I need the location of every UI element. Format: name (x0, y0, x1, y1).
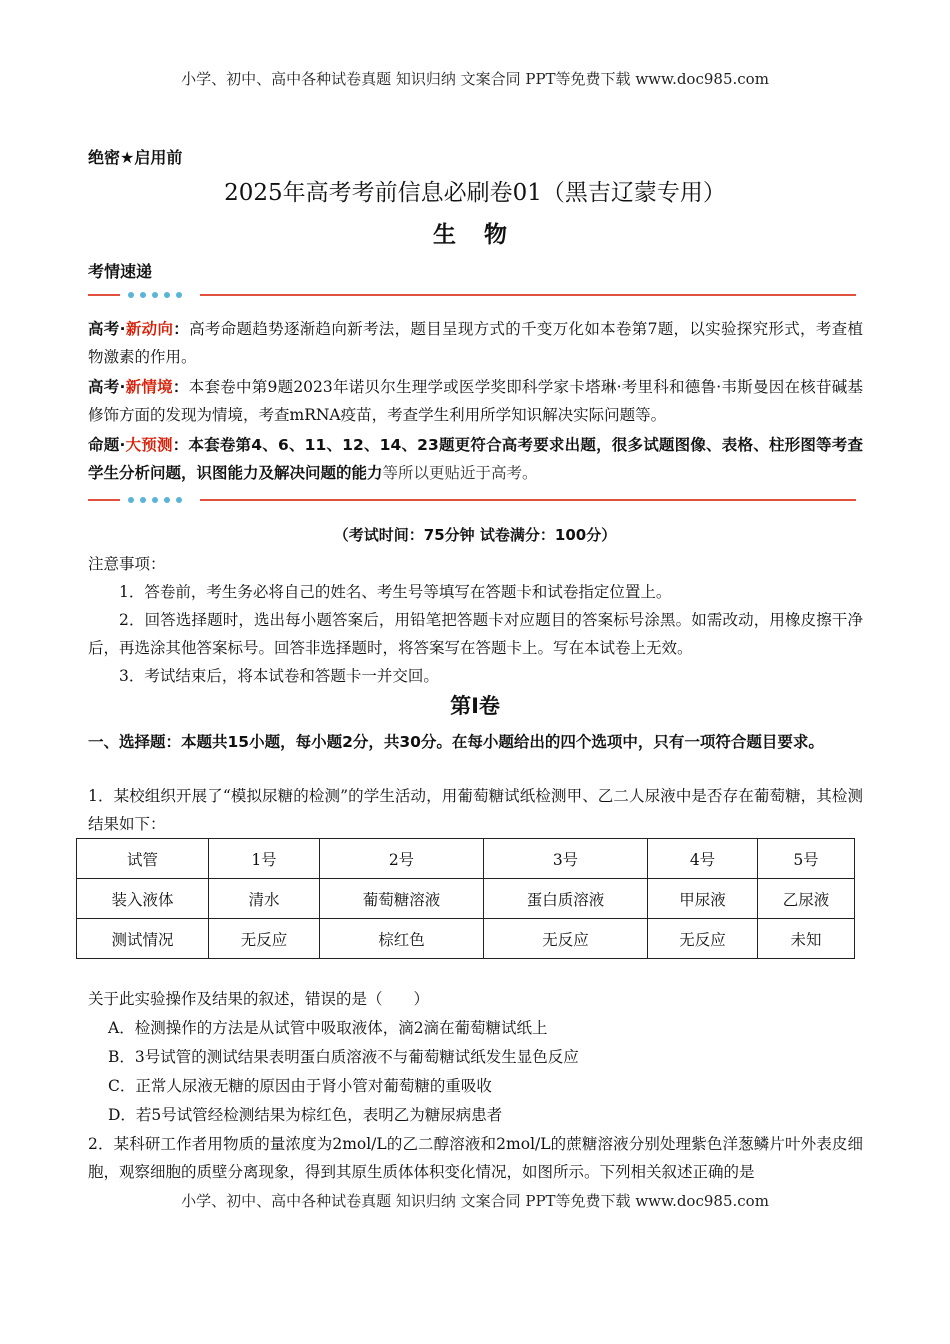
subject-title: 生 物 (432, 221, 517, 248)
info-item-trend: 高考·新动向：高考命题趋势逐渐趋向新考法，题目呈现方式的千变万化如本卷第7题，以实验探究形式，考查植物激素的作用。 (88, 320, 863, 366)
secret-label: 绝密★启用前 (88, 148, 183, 167)
option-b: B．3号试管的测试结果表明蛋白质溶液不与葡萄糖试纸发生显色反应 (108, 1048, 579, 1066)
table-cell: 4号 (648, 839, 758, 879)
table-cell: 甲尿液 (648, 879, 758, 919)
table-cell: 未知 (758, 919, 855, 959)
question-1-prompt: 关于此实验操作及结果的叙述，错误的是（ ） (88, 990, 430, 1008)
table-cell: 1号 (209, 839, 320, 879)
notice-item: 3．考试结束后，将本试卷和答题卡一并交回。 (119, 667, 439, 685)
table-cell: 无反应 (648, 919, 758, 959)
info-item-context: 高考·新情境：本套卷中第9题2023年诺贝尔生理学或医学奖即科学家卡塔琳·考里科和德鲁·韦斯曼因在核苷碱基修饰方面的发现为情境，考查mRNA疫苗，考查学生利用所学知识解决实际问题等。 (88, 378, 863, 424)
table-cell: 清水 (209, 879, 320, 919)
table-cell: 蛋白质溶液 (484, 879, 648, 919)
table-cell: 测试情况 (77, 919, 209, 959)
page-footer: 小学、初中、高中各种试卷真题 知识归纳 文案合同 PPT等免费下载 www.doc985.com (181, 1192, 769, 1210)
table-row (77, 919, 855, 959)
option-c: C．正常人尿液无糖的原因由于肾小管对葡萄糖的重吸收 (108, 1077, 492, 1095)
table-cell: 乙尿液 (758, 879, 855, 919)
table-cell: 5号 (758, 839, 855, 879)
table-cell: 无反应 (209, 919, 320, 959)
question-1-stem: 1．某校组织开展了“模拟尿糖的检测”的学生活动，用葡萄糖试纸检测甲、乙二人尿液中是否存在葡萄糖，其检测结果如下： (88, 787, 863, 833)
section-label: 考情速递 (88, 262, 153, 281)
question-2-stem: 2．某科研工作者用物质的量浓度为2mol/L的乙二醇溶液和2mol/L的蔗糖溶液分别处理紫色洋葱鳞片叶外表皮细胞，观察细胞的质壁分离现象，得到其原生质体体积变化情况，如图所示。下列相关叙述正确的是 (88, 1135, 863, 1181)
info-item-prediction: 命题·大预测：本套卷第4、6、11、12、14、23题更符合高考要求出题，很多试题图像、表格、柱形图等考查学生分析问题，识图能力及解决问题的能力等所以更贴近于高考。 (88, 436, 863, 482)
top-divider (88, 289, 856, 301)
option-a: A．检测操作的方法是从试管中吸取液体，滴2滴在葡萄糖试纸上 (108, 1019, 548, 1037)
exam-info: （考试时间：75分钟 试卷满分：100分） (333, 526, 617, 544)
table-cell: 棕红色 (320, 919, 484, 959)
bottom-divider (88, 494, 856, 506)
table-cell: 葡萄糖溶液 (320, 879, 484, 919)
page-title: 2025年高考考前信息必刷卷01（黑吉辽蒙专用） (224, 180, 726, 206)
section-one-instructions: 一、选择题：本题共15小题，每小题2分，共30分。在每小题给出的四个选项中，只有一项符合题目要求。 (88, 733, 824, 751)
table-header-row (77, 839, 855, 879)
notice-title: 注意事项： (88, 555, 166, 573)
table-row (77, 879, 855, 919)
notice-item: 2．回答选择题时，选出每小题答案后，用铅笔把答题卡对应题目的答案标号涂黑。如需改动，用橡皮擦干净后，再选涂其他答案标号。回答非选择题时，将答案写在答题卡上。写在本试卷上无效。 (88, 611, 863, 657)
table-cell: 2号 (320, 839, 484, 879)
table-cell: 无反应 (484, 919, 648, 959)
volume-title: 第Ⅰ卷 (450, 694, 500, 718)
option-d: D．若5号试管经检测结果为棕红色，表明乙为糖尿病患者 (108, 1106, 503, 1124)
notice-item: 1．答卷前，考生务必将自己的姓名、考生号等填写在答题卡和试卷指定位置上。 (119, 583, 672, 601)
page-header: 小学、初中、高中各种试卷真题 知识归纳 文案合同 PPT等免费下载 www.doc985.com (181, 70, 769, 88)
table-cell: 试管 (77, 839, 209, 879)
table-cell: 3号 (484, 839, 648, 879)
table-cell: 装入液体 (77, 879, 209, 919)
results-table (76, 838, 855, 959)
